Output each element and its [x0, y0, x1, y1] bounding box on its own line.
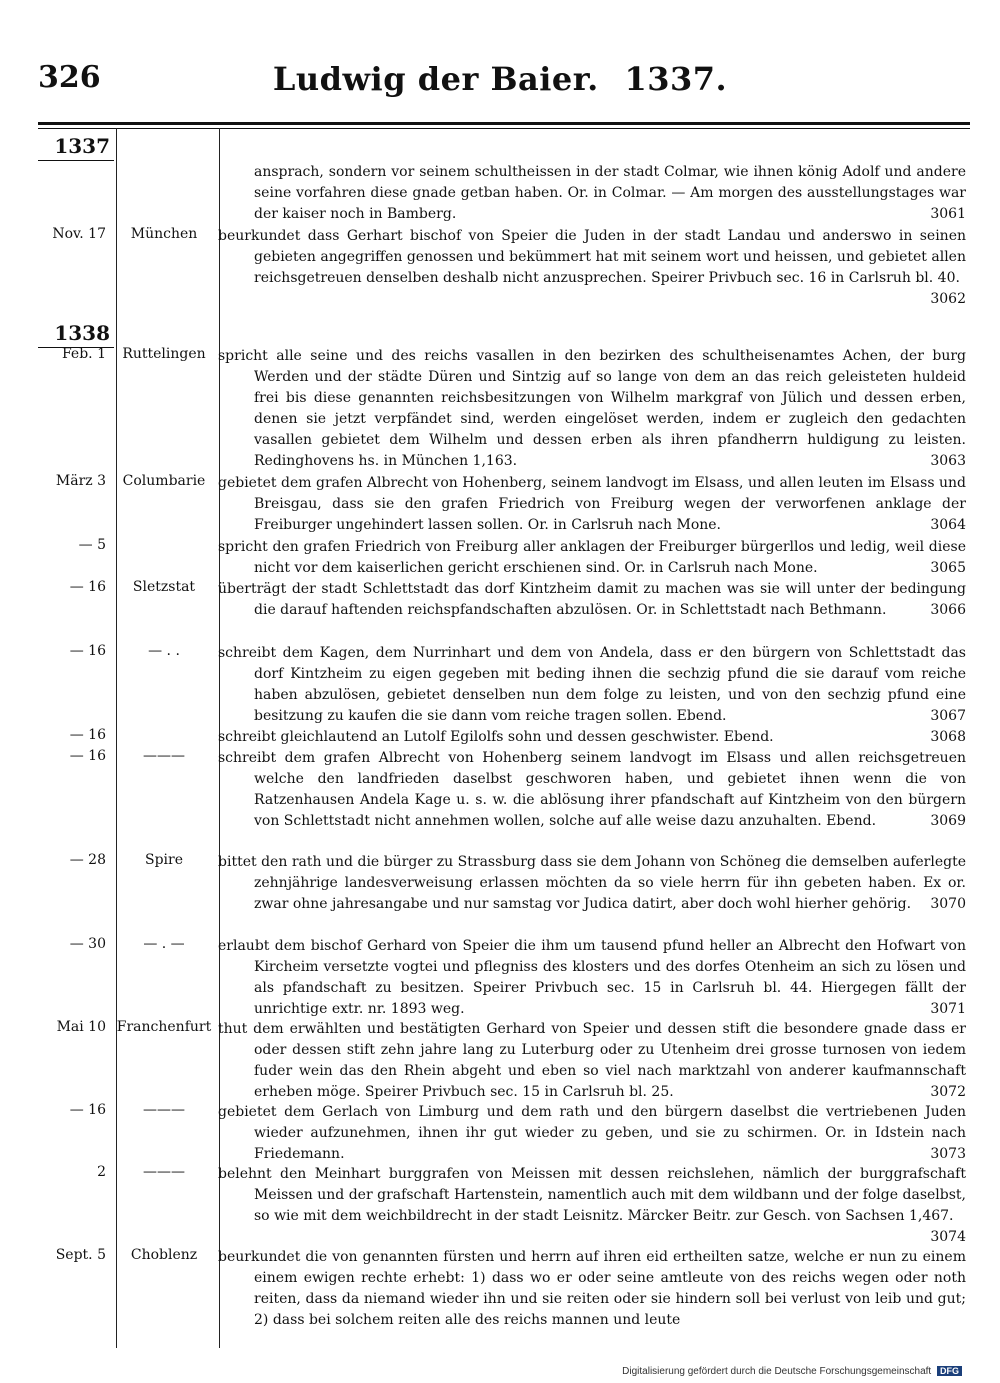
year-1337-underline	[38, 160, 114, 161]
entry-body: gebietet dem Gerlach von Limburg und dem rath und den bürgern daselbst die vertriebenen Juden wieder aufzunehmen, ihnen ihr gut wieder zu geben, und sie zu schirmen. Or. in Idstein nach Friedemann.	[218, 1104, 966, 1162]
entry-date: Sept. 5	[55, 1247, 106, 1263]
entry-date: — 28	[69, 852, 106, 868]
entry-date: — 16	[69, 748, 106, 764]
entry-text	[218, 162, 966, 225]
entry-body: belehnt den Meinhart burggrafen von Meissen mit dessen reichslehen, nämlich der burggrafschaft Meissen und der grafschaft Hartenstein, namentlich auch mit dem wildbann und der folge daselbst, so wie mit dem weichbildrecht in der stadt Leisnitz. Märcker Beitr. zur Gesch. von Sachsen 1,467.	[218, 1166, 966, 1224]
entry-number: 3072	[930, 1084, 966, 1100]
entry-date: Nov. 17	[52, 226, 106, 242]
entry-place: Columbarie	[122, 473, 206, 489]
entry-body: schreibt dem grafen Albrecht von Hohenberg seinem landvogt im Elsass und allen reichsgetreuen welche den landfrieden daselbst geschworen haben, und gebietet ihnen wenn die von Ratzenhausen Andela Kage u. s. w. die ablösung ihrer pfandschaft auf Kintzheim von den bürgern von Schlettstadt nicht annehmen wollen, solche auf alle weise dazu anzuhalten. Ebend.	[218, 750, 966, 829]
entry-number: 3063	[930, 453, 966, 469]
entry-place: Sletzstat	[132, 579, 196, 595]
entry-number: 3067	[930, 708, 966, 724]
entry-number: 3066	[930, 602, 966, 618]
footer-text: Digitalisierung gefördert durch die Deutsche Forschungsgemeinschaft	[622, 1366, 932, 1377]
entry-place: Choblenz	[130, 1247, 198, 1263]
entry-number: 3073	[930, 1146, 966, 1162]
entry-number: 3069	[930, 813, 966, 829]
entry-text	[218, 727, 966, 748]
footer-credit	[622, 1366, 962, 1377]
entry-body: überträgt der stadt Schlettstadt das dorf Kintzheim damit zu machen was sie will unter der bedingung die darauf haftenden reichspfandschaften abzulösen. Or. in Schlettstadt nach Bethmann.	[218, 581, 966, 618]
entry-body: gebietet dem grafen Albrecht von Hohenberg, seinem landvogt im Elsass, und allen leuten im Elsass und Breisgau, dass sie den grafen Friedrich von Freiburg wegen der verworfenen anklage der Freiburger ungehindert lassen sollen. Or. in Carlsruh nach Mone.	[218, 475, 966, 533]
entry-place: — . —	[143, 936, 185, 952]
entry-number: 3065	[930, 560, 966, 576]
entry-place: ———	[143, 1102, 185, 1118]
entry-text	[218, 1102, 966, 1165]
entry-body: erlaubt dem bischof Gerhard von Speier die ihm um tausend pfund heller an Albrecht den Hofwart von Kircheim versetzte vogtei und pflegniss des klosters und des dorfes Otenheim an sich zu lösen und als pfandschaft zu besitzen. Speirer Privbuch sec. 15 in Carlsruh bl. 44. Hiergegen fällt der unrichtige extr. nr. 1893 weg.	[218, 938, 966, 1017]
entry-text	[218, 226, 966, 310]
entry-body: beurkundet die von genannten fürsten und herrn auf ihren eid ertheilten satze, welche er nun zu einem einem ewigen rechte erhebt: 1) dass wo er oder seine amtleute von des reichs wegen oder noth reiten, dass da niemand wieder ihn und sie reiten oder sie hindern soll bei verlust von leib und gut; 2) dass bei solchem reiten alle des reichs mannen und leute	[218, 1249, 966, 1328]
entry-place: — . .	[148, 643, 180, 659]
entry-date: März 3	[55, 473, 106, 489]
entry-text	[218, 748, 966, 832]
entry-number: 3070	[930, 896, 966, 912]
year-1338: 1338	[54, 321, 110, 345]
entry-body: thut dem erwählten und bestätigten Gerhard von Speier und dessen stift die besondere gnade dass er oder dessen stift zehn jahre lang zu Luterburg oder zu Utenheim drei grosse turnosen von iedem fuder wein das den Rhein abgeht und eben so viel nach marktzahl von anderer kaufmannschaft erheben möge. Speirer Privbuch sec. 15 in Carlsruh bl. 25.	[218, 1021, 966, 1100]
entry-body: schreibt dem Kagen, dem Nurrinhart und dem von Andela, dass er den bürgern von Schlettstadt das dorf Kintzheim zu eigen gegeben mit beding ihnen die sechzig pfund die sie darauf vom reiche haben abzulösen, gebietet denselben nun dem folge zu leisten, und von den sechzig pfund eine besitzung zu kaufen die sie dann vom reiche tragen sollen. Ebend.	[218, 645, 966, 724]
entry-text	[218, 643, 966, 727]
entry-body: schreibt gleichlautend an Lutolf Egilolfs sohn und dessen geschwister. Ebend.	[218, 729, 774, 745]
entry-date: — 16	[69, 579, 106, 595]
entry-body: ansprach, sondern vor seinem schultheissen in der stadt Colmar, wie ihnen könig Adolf und andere seine vorfahren diese gnade getban haben. Or. in Colmar. — Am morgen des ausstellungstages war der kaiser noch in Bamberg.	[254, 164, 966, 222]
entry-text	[218, 537, 966, 579]
entry-place: ———	[143, 1164, 185, 1180]
entry-date: 2	[97, 1164, 106, 1180]
page-number: 326	[38, 60, 101, 95]
entry-date: Feb. 1	[61, 346, 106, 362]
entry-place: München	[130, 226, 198, 242]
entry-body: bittet den rath und die bürger zu Strassburg dass sie dem Johann von Schöneg die demselben auferlegte zehnjährige landesverweisung erlassen möchten da so viele herrn für ihn gebeten haben. Ex or. zwar ohne jahresangabe und nur samstag vor Judica datirt, aber doch wohl hierher gehörig.	[218, 854, 966, 912]
entry-number: 3074	[930, 1229, 966, 1245]
entry-place: Ruttelingen	[122, 346, 206, 362]
dfg-logo: DFG	[937, 1366, 962, 1376]
entry-number: 3064	[930, 517, 966, 533]
entry-place: Franchenfurt	[116, 1019, 212, 1035]
entry-text	[218, 346, 966, 472]
entry-body: spricht alle seine und des reichs vasallen in den bezirken des schultheisenamtes Achen, der burg Werden und der städte Düren und Sintzig auf so lange von dem an das reich geleisteten huldeid frei bis diese genannten reichsbesitzungen von Wilhelm markgraf von Jülich und dessen erben, denen sie jetzt verpfändet sind, werden eingelöset werden, indem er zugleich den gedachten vasallen gebietet dem Wilhelm und dessen erben als ihren pfandherrn huldigung zu leisten. Redinghovens hs. in München 1,163.	[218, 348, 966, 469]
entry-date: — 16	[69, 643, 106, 659]
entry-date: — 16	[69, 727, 106, 743]
page-title	[0, 60, 1000, 98]
entry-date: — 30	[69, 936, 106, 952]
entry-date: — 16	[69, 1102, 106, 1118]
entry-body: spricht den grafen Friedrich von Freiburg aller anklagen der Freiburger bürgerllos und ledig, weil diese nicht vor dem kaiserlichen gericht erschienen sind. Or. in Carlsruh nach Mone.	[218, 539, 966, 576]
header-rule-thick	[38, 122, 970, 125]
entry-text	[218, 1164, 966, 1248]
entry-place: ———	[143, 748, 185, 764]
year-1337: 1337	[54, 134, 110, 158]
entry-body: beurkundet dass Gerhart bischof von Speier die Juden in der stadt Landau und anderswo in seinen gebieten angegriffen genossen und bekümmert hat mit seinem wort und heissen, und gebietet allen reichsgetreuen denselben deshalb nicht anzusprechen. Speirer Privbuch sec. 16 in Carlsruh bl. 40.	[218, 228, 966, 286]
entry-text	[218, 473, 966, 536]
entry-place: Spire	[144, 852, 183, 868]
title-year: 1337.	[624, 60, 728, 98]
entry-text	[218, 936, 966, 1020]
entry-number: 3068	[930, 729, 966, 745]
entry-date: Mai 10	[56, 1019, 106, 1035]
entry-text	[218, 1247, 966, 1331]
title-text: Ludwig der Baier.	[272, 60, 599, 98]
entry-number: 3061	[930, 206, 966, 222]
header-rule-thin	[38, 128, 970, 129]
entry-number: 3071	[930, 1001, 966, 1017]
entry-text	[218, 579, 966, 621]
entry-number: 3062	[930, 291, 966, 307]
entry-date: — 5	[78, 537, 106, 553]
entry-text	[218, 852, 966, 915]
entry-text	[218, 1019, 966, 1103]
